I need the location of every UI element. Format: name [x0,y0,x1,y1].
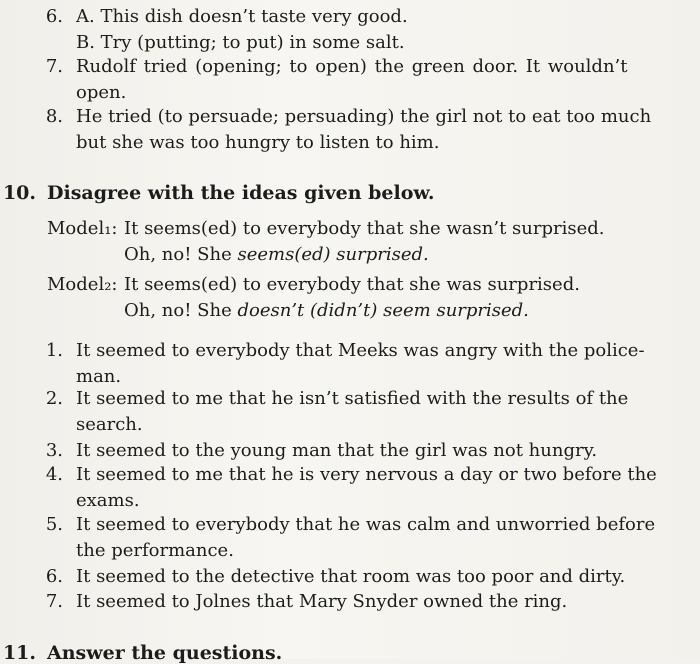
item-text: It seemed to the detective that room was too poor and dirty. [76,566,626,587]
item-text: exams. [76,490,140,511]
item-number: 6. [45,6,63,27]
item-text: Rudolf tried (opening; to open) the green door. It wouldn’t [76,56,628,77]
item-number: 6. [45,566,63,587]
item-text: It seemed to me that he isn’t satisfied with the results of the [76,388,629,409]
item-text: It seemed to everybody that Meeks was angry with the police- [76,340,645,361]
model-text: It seems(ed) to everybody that she was surprised. [124,274,580,295]
item-text: It seemed to everybody that he was calm and unworried before [76,514,656,535]
model-label: Model₂: [47,274,118,295]
section-title: Disagree with the ideas given below. [47,182,435,204]
item-number: 5. [45,514,63,535]
item-number: 1. [45,340,63,361]
item-text: It seemed to me that he is very nervous a day or two before the [76,464,657,485]
item-text: open. [76,82,127,103]
item-text: but she was too hungry to listen to him. [76,132,440,153]
item-text: man. [76,366,122,387]
item-number: 2. [45,388,63,409]
item-number: 3. [45,440,63,461]
reply-text: Oh, no! She [124,244,238,265]
reply-text: Oh, no! She [124,300,238,321]
item-text: B. Try (putting; to put) in some salt. [76,32,405,53]
item-text: search. [76,414,143,435]
item-number: 8. [45,106,63,127]
section-number: 11. [2,642,36,664]
item-text: It seemed to the young man that the girl was not hungry. [76,440,598,461]
item-text: It seemed to Jolnes that Mary Snyder owned the ring. [76,591,568,612]
model-label: Model₁: [47,218,118,239]
section-title: Answer the questions. [47,642,283,664]
item-number: 4. [45,464,63,485]
item-number: 7. [45,591,63,612]
item-number: 7. [45,56,63,77]
section-number: 10. [2,182,36,204]
item-text: He tried (to persuade; persuading) the girl not to eat too much [76,106,652,127]
model-text: It seems(ed) to everybody that she wasn’t surprised. [124,218,605,239]
item-text: A. This dish doesn’t taste very good. [76,6,408,27]
model-reply [124,300,529,322]
reply-italic: doesn’t (didn’t) seem surprised. [237,300,529,321]
reply-italic: seems(ed) surprised. [237,244,429,265]
item-text: the performance. [76,540,234,561]
model-reply [124,244,429,266]
